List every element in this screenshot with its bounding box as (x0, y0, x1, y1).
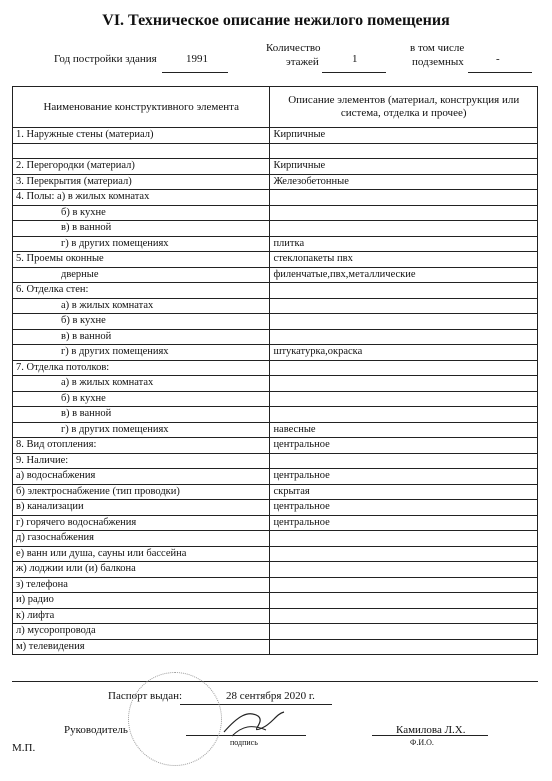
element-description (270, 329, 538, 345)
element-name: 6. Отделка стен: (13, 283, 270, 299)
table-body (13, 128, 538, 655)
element-name: дверные (13, 267, 270, 283)
element-description: Кирпичные (270, 128, 538, 144)
element-name: з) телефона (13, 577, 270, 593)
table-row (13, 376, 538, 392)
element-description (270, 593, 538, 609)
element-name: б) электроснабжение (тип проводки) (13, 484, 270, 500)
page-title: VI. Техническое описание нежилого помещения (102, 12, 450, 29)
table-row (13, 422, 538, 438)
head-label: Руководитель (64, 724, 128, 736)
element-name: 8. Вид отопления: (13, 438, 270, 454)
element-description (270, 453, 538, 469)
element-name: 5. Проемы оконные (13, 252, 270, 268)
element-description (270, 190, 538, 206)
element-name: 4. Полы: а) в жилых комнатах (13, 190, 270, 206)
year-label: Год постройки здания (54, 53, 157, 65)
floors-label-1: Количество (266, 42, 321, 54)
stamp-place: М.П. (12, 742, 36, 754)
table-row (13, 128, 538, 144)
element-name: г) в других помещениях (13, 422, 270, 438)
table-row (13, 515, 538, 531)
element-description (270, 360, 538, 376)
signature-caption: подпись (230, 738, 258, 747)
element-name: а) в жилых комнатах (13, 376, 270, 392)
table-row (13, 608, 538, 624)
table-row (13, 391, 538, 407)
under-label-2: подземных (412, 56, 464, 68)
element-description: плитка (270, 236, 538, 252)
table-row (13, 190, 538, 206)
element-name: г) горячего водоснабжения (13, 515, 270, 531)
table-row (13, 314, 538, 330)
table-row (13, 143, 538, 159)
element-name: ж) лоджии или (и) балкона (13, 562, 270, 578)
table-row (13, 174, 538, 190)
element-description: центральное (270, 500, 538, 516)
head-name: Камилова Л.Х. (396, 724, 466, 736)
element-name: б) в кухне (13, 205, 270, 221)
table-row (13, 267, 538, 283)
element-description (270, 577, 538, 593)
element-name (13, 143, 270, 159)
fio-caption: Ф.И.О. (410, 738, 434, 747)
element-description: Железобетонные (270, 174, 538, 190)
table-row (13, 593, 538, 609)
table-row (13, 329, 538, 345)
name-line (372, 735, 488, 736)
element-name: 7. Отделка потолков: (13, 360, 270, 376)
element-name: б) в кухне (13, 391, 270, 407)
element-description (270, 143, 538, 159)
element-name: г) в других помещениях (13, 345, 270, 361)
element-description (270, 639, 538, 655)
element-description: центральное (270, 438, 538, 454)
table-row (13, 236, 538, 252)
element-description (270, 407, 538, 423)
issued-label: Паспорт выдан: (108, 690, 183, 702)
table-row (13, 500, 538, 516)
floors-underline (322, 72, 386, 73)
element-name: 9. Наличие: (13, 453, 270, 469)
element-description (270, 298, 538, 314)
table-header-row (13, 87, 538, 128)
element-name: д) газоснабжения (13, 531, 270, 547)
element-name: 3. Перекрытия (материал) (13, 174, 270, 190)
table-row (13, 360, 538, 376)
footer-divider (12, 681, 538, 682)
table-row (13, 531, 538, 547)
table-row (13, 469, 538, 485)
element-name: к) лифта (13, 608, 270, 624)
year-underline (162, 72, 228, 73)
element-description (270, 221, 538, 237)
floors-label-2: этажей (286, 56, 319, 68)
element-name: а) водоснабжения (13, 469, 270, 485)
element-name: и) радио (13, 593, 270, 609)
element-description: штукатурка,окраска (270, 345, 538, 361)
table-row (13, 577, 538, 593)
table-row (13, 639, 538, 655)
table-row (13, 453, 538, 469)
element-name: 1. Наружные стены (материал) (13, 128, 270, 144)
element-description: филенчатые,пвх,металлические (270, 267, 538, 283)
element-description: скрытая (270, 484, 538, 500)
floors-value: 1 (352, 53, 358, 65)
element-name: в) канализации (13, 500, 270, 516)
element-name: в) в ванной (13, 407, 270, 423)
element-description (270, 562, 538, 578)
col1-header: Наименование конструктивного элемента (13, 87, 270, 128)
under-underline (468, 72, 532, 73)
table-row (13, 484, 538, 500)
element-description (270, 205, 538, 221)
element-name: л) мусоропровода (13, 624, 270, 640)
element-name: 2. Перегородки (материал) (13, 159, 270, 175)
table-row (13, 283, 538, 299)
element-description (270, 376, 538, 392)
element-name: е) ванн или душа, сауны или бассейна (13, 546, 270, 562)
table-row (13, 159, 538, 175)
stamp-seal (128, 672, 222, 766)
table-row (13, 562, 538, 578)
element-name: а) в жилых комнатах (13, 298, 270, 314)
element-description: навесные (270, 422, 538, 438)
element-description: центральное (270, 515, 538, 531)
col2-header: Описание элементов (материал, конструкция или система, отделка и прочее) (270, 87, 538, 128)
element-description: стеклопакеты пвх (270, 252, 538, 268)
table-row (13, 407, 538, 423)
element-description (270, 608, 538, 624)
table-row (13, 221, 538, 237)
issued-date: 28 сентября 2020 г. (226, 690, 315, 702)
element-description (270, 314, 538, 330)
table-row (13, 298, 538, 314)
element-description (270, 546, 538, 562)
element-name: б) в кухне (13, 314, 270, 330)
element-name: в) в ванной (13, 221, 270, 237)
element-name: м) телевидения (13, 639, 270, 655)
element-description (270, 624, 538, 640)
year-value: 1991 (186, 53, 208, 65)
under-label-1: в том числе (410, 42, 465, 54)
table-row (13, 205, 538, 221)
elements-table (12, 86, 538, 655)
element-description (270, 283, 538, 299)
element-description: Кирпичные (270, 159, 538, 175)
under-value: - (496, 53, 500, 65)
table-row (13, 345, 538, 361)
table-row (13, 624, 538, 640)
table-row (13, 438, 538, 454)
element-name: в) в ванной (13, 329, 270, 345)
signature-image (218, 706, 288, 740)
element-description (270, 531, 538, 547)
element-description (270, 391, 538, 407)
table-row (13, 252, 538, 268)
element-description: центральное (270, 469, 538, 485)
table-row (13, 546, 538, 562)
element-name: г) в других помещениях (13, 236, 270, 252)
